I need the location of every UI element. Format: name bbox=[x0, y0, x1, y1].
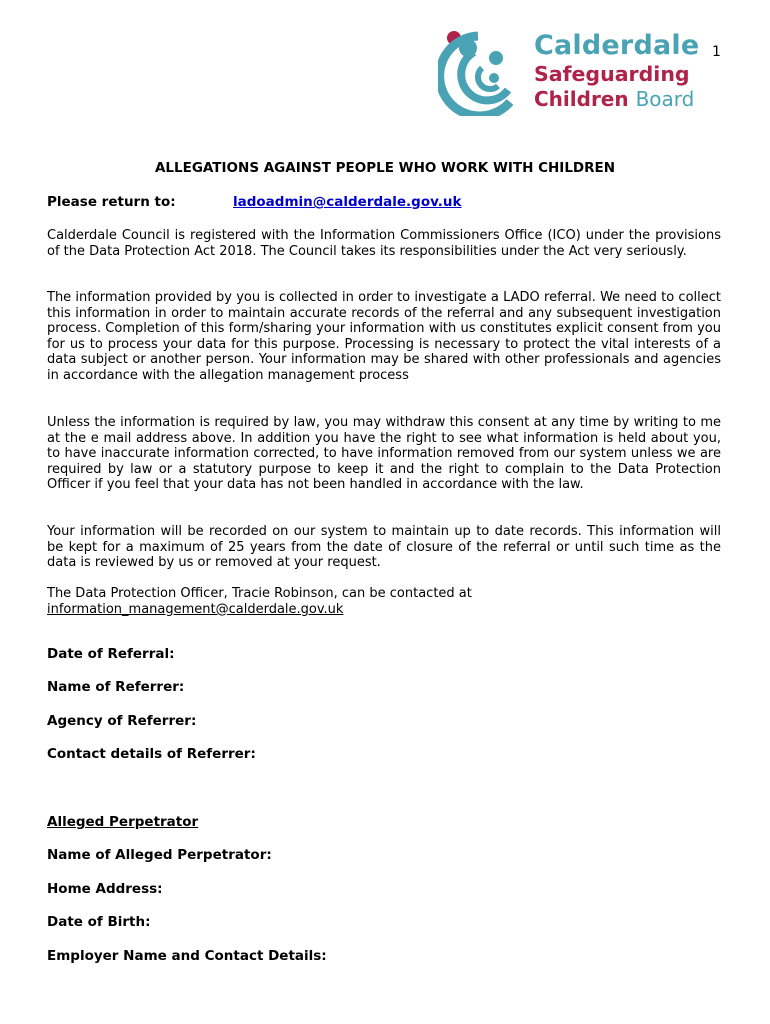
date-of-birth-label: Date of Birth: bbox=[47, 914, 151, 930]
logo-safeguarding-text: Safeguarding bbox=[534, 62, 690, 86]
perpetrator-name-label: Name of Alleged Perpetrator: bbox=[47, 847, 272, 863]
consent-paragraph: Unless the information is required by law, you may withdraw this consent at any time by writing to me at the e mail address above. In addition you have the right to see what information is held about you, to have inaccurate information corrected, to have information removed from our system unless we are required by law or a statutory purpose to keep it and the right to complain to the Data Protection Officer if you feel that your data has not been handled in accordance with the law. bbox=[47, 415, 721, 493]
contact-details-label: Contact details of Referrer: bbox=[47, 746, 256, 762]
ico-paragraph: Calderdale Council is registered with the Information Commissioners Office (ICO) under the provisions of the Data Protection Act 2018. The Council takes its responsibilities under the Act very seriously. bbox=[47, 228, 721, 259]
logo-calderdale-text: Calderdale bbox=[534, 30, 700, 61]
page-number: 1 bbox=[712, 44, 721, 60]
logo-children-text: Children bbox=[534, 86, 629, 111]
logo-board-text: Board bbox=[635, 86, 695, 111]
collection-paragraph: The information provided by you is collected in order to investigate a LADO referral. We need to collect this information in order to maintain accurate records of the referral and any subsequent investigation process. Completion of this form/sharing your information with us constitutes explicit consent from you for us to process your data for this purpose. Processing is necessary to protect the vital interests of a data subject or another person. Your information may be shared with other professionals and agencies in accordance with the allegation management process bbox=[47, 290, 721, 383]
family-circle-icon bbox=[438, 28, 534, 116]
calderdale-logo bbox=[438, 28, 700, 116]
document-title: ALLEGATIONS AGAINST PEOPLE WHO WORK WITH CHILDREN bbox=[154, 160, 616, 176]
alleged-perpetrator-heading: Alleged Perpetrator bbox=[47, 814, 199, 830]
name-of-referrer-label: Name of Referrer: bbox=[47, 679, 185, 695]
agency-of-referrer-label: Agency of Referrer: bbox=[47, 713, 197, 729]
retention-paragraph: Your information will be recorded on our system to maintain up to date records. This information will be kept for a maximum of 25 years from the date of closure of the referral or until such time as the data is reviewed by us or removed at your request. bbox=[47, 524, 721, 571]
date-of-referral-label: Date of Referral: bbox=[47, 646, 175, 662]
employer-details-label: Employer Name and Contact Details: bbox=[47, 948, 327, 964]
return-email-link[interactable]: ladoadmin@calderdale.gov.uk bbox=[233, 194, 462, 210]
home-address-label: Home Address: bbox=[47, 881, 163, 897]
return-label: Please return to: bbox=[47, 194, 176, 210]
dpo-paragraph bbox=[47, 586, 721, 617]
dpo-text: The Data Protection Officer, Tracie Robinson, can be contacted at bbox=[47, 586, 472, 601]
dpo-email-link[interactable]: information_management@calderdale.gov.uk bbox=[47, 601, 344, 617]
